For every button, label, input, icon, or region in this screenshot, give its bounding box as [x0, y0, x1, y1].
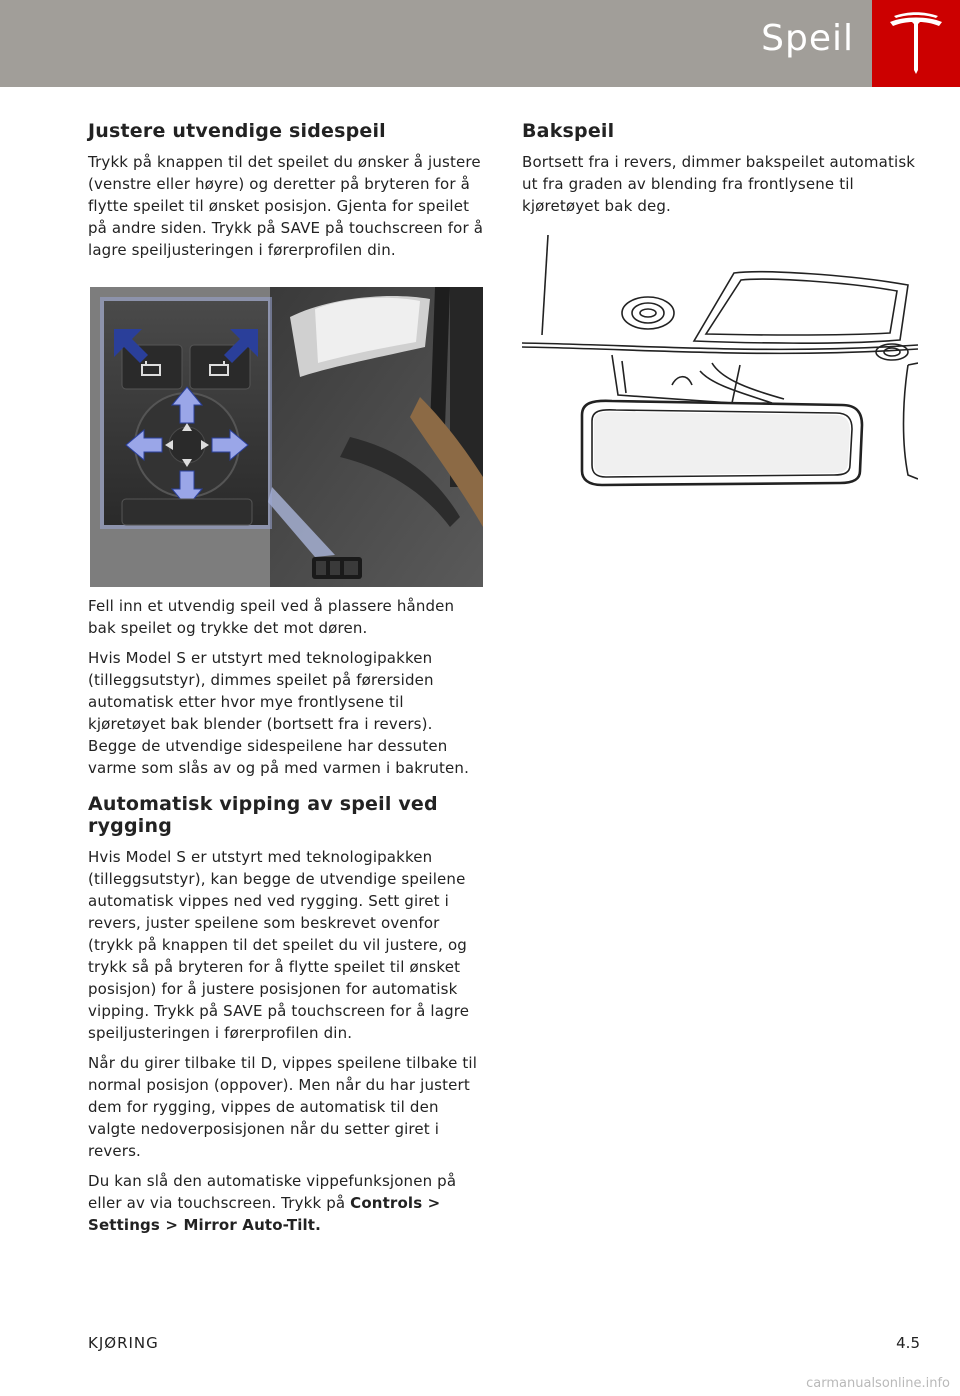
section-heading-rearview-mirror: Bakspeil [522, 120, 615, 142]
left-column [88, 120, 484, 1244]
paragraph-toggle-tilt [88, 1170, 484, 1236]
section-heading-auto-tilt: Automatisk vipping av speil ved rygging [88, 793, 438, 837]
section-heading-side-mirrors: Justere utvendige sidespeil [88, 120, 386, 142]
paragraph-rearview: Bortsett fra i revers, dimmer bakspeilet automatisk ut fra graden av blending fra frontlysene til kjøretøyet bak deg. [522, 153, 916, 215]
mirror-switch-illustration [90, 287, 483, 587]
watermark: carmanualsonline.info [806, 1376, 950, 1391]
page-header [0, 0, 960, 87]
paragraph-auto-dim: Hvis Model S er utstyrt med teknologipakken (tilleggsutstyr), dimmes speilet på førersiden automatisk etter hvor mye frontlysene til kjøretøyet bak blender (bortsett fra i revers). Begge de utvendige sidespeilene har dessuten varme som slås av og på med varmen i bakruten. [88, 649, 470, 777]
rearview-mirror-illustration [522, 235, 918, 510]
toggle-tilt-text: Du kan slå den automatiske vippefunksjonen på eller av via touchscreen. Trykk på [88, 1172, 457, 1212]
paragraph-auto-tilt: Hvis Model S er utstyrt med teknologipakken (tilleggsutstyr), kan begge de utvendige speilene automatisk vippes ned ved rygging. Sett giret i revers, juster speilene som beskrevet ovenfor (trykk på knappen til det speilet du vil justere, og trykk så på bryteren for å flytte speilet til ønsket posisjon) for å justere posisjonen for automatisk vipping. Trykk på SAVE på touchscreen for å lagre speiljusteringen i førerprofilen din. [88, 848, 470, 1042]
footer-section-name: KJØRING [88, 1334, 159, 1352]
menu-path: Controls > Settings > Mirror Auto-Tilt. [88, 1194, 441, 1234]
paragraph-adjust-mirrors: Trykk på knappen til det speilet du ønsker å justere (venstre eller høyre) og deretter på bryteren for å flytte speilet til ønsket posisjon. Gjenta for speilet på andre siden. Trykk på SAVE på touchscreen for å lagre speiljusteringen i førerprofilen din. [88, 153, 484, 259]
paragraph-fold-mirror: Fell inn et utvendig speil ved å plassere hånden bak speilet og trykke det mot døren. [88, 597, 455, 637]
page-title: Speil [761, 18, 854, 59]
right-column [522, 120, 918, 510]
footer-page-number: 4.5 [896, 1334, 920, 1352]
paragraph-tilt-back: Når du girer tilbake til D, vippes speilene tilbake til normal posisjon (oppover). Men når du har justert dem for rygging, vippes de automatisk til den valgte nedoverposisjonen når du setter giret i revers. [88, 1054, 478, 1160]
tesla-logo [872, 0, 960, 87]
tesla-logo-icon [872, 0, 960, 87]
